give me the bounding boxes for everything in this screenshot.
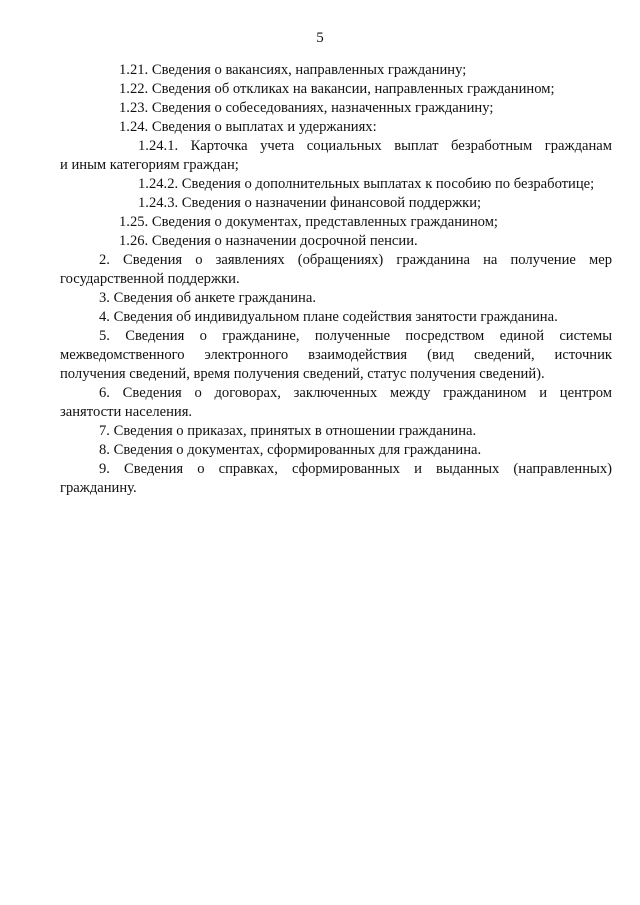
- item-1-24-1-line2: и иным категориям граждан;: [60, 157, 239, 173]
- item-7: 7. Сведения о приказах, принятых в отношении гражданина.: [99, 423, 477, 439]
- item-6-line1: 6. Сведения о договорах, заключенных между гражданином и центром: [99, 385, 612, 401]
- item-1-22: 1.22. Сведения об откликах на вакансии, направленных гражданином;: [119, 81, 555, 97]
- item-1-24-3: 1.24.3. Сведения о назначении финансовой поддержки;: [138, 195, 482, 211]
- item-3: 3. Сведения об анкете гражданина.: [99, 290, 316, 306]
- item-2-line2: государственной поддержки.: [60, 271, 240, 287]
- item-1-24-1-line1: 1.24.1. Карточка учета социальных выплат безработным гражданам: [138, 138, 612, 154]
- item-5-line1: 5. Сведения о гражданине, полученные посредством единой системы: [99, 328, 612, 344]
- item-1-21: 1.21. Сведения о вакансиях, направленных гражданину;: [119, 62, 467, 78]
- item-8: 8. Сведения о документах, сформированных для гражданина.: [99, 442, 482, 458]
- item-1-24: 1.24. Сведения о выплатах и удержаниях:: [119, 119, 377, 135]
- item-2-line1: 2. Сведения о заявлениях (обращениях) гражданина на получение мер: [99, 252, 612, 268]
- item-5-line2: межведомственного электронного взаимодействия (вид сведений, источник: [60, 347, 612, 363]
- item-6-line2: занятости населения.: [60, 404, 193, 420]
- item-4: 4. Сведения об индивидуальном плане содействия занятости гражданина.: [99, 309, 558, 325]
- page-number: 5: [316, 30, 324, 46]
- item-9-line1: 9. Сведения о справках, сформированных и выданных (направленных): [99, 461, 612, 477]
- item-1-23: 1.23. Сведения о собеседованиях, назначенных гражданину;: [119, 100, 494, 116]
- item-1-25: 1.25. Сведения о документах, представленных гражданином;: [119, 214, 498, 230]
- item-1-24-2: 1.24.2. Сведения о дополнительных выплатах к пособию по безработице;: [138, 176, 595, 192]
- item-5-line3: получения сведений, время получения сведений, статус получения сведений).: [60, 366, 545, 382]
- item-9-line2: гражданину.: [60, 480, 137, 496]
- item-1-26: 1.26. Сведения о назначении досрочной пенсии.: [119, 233, 418, 249]
